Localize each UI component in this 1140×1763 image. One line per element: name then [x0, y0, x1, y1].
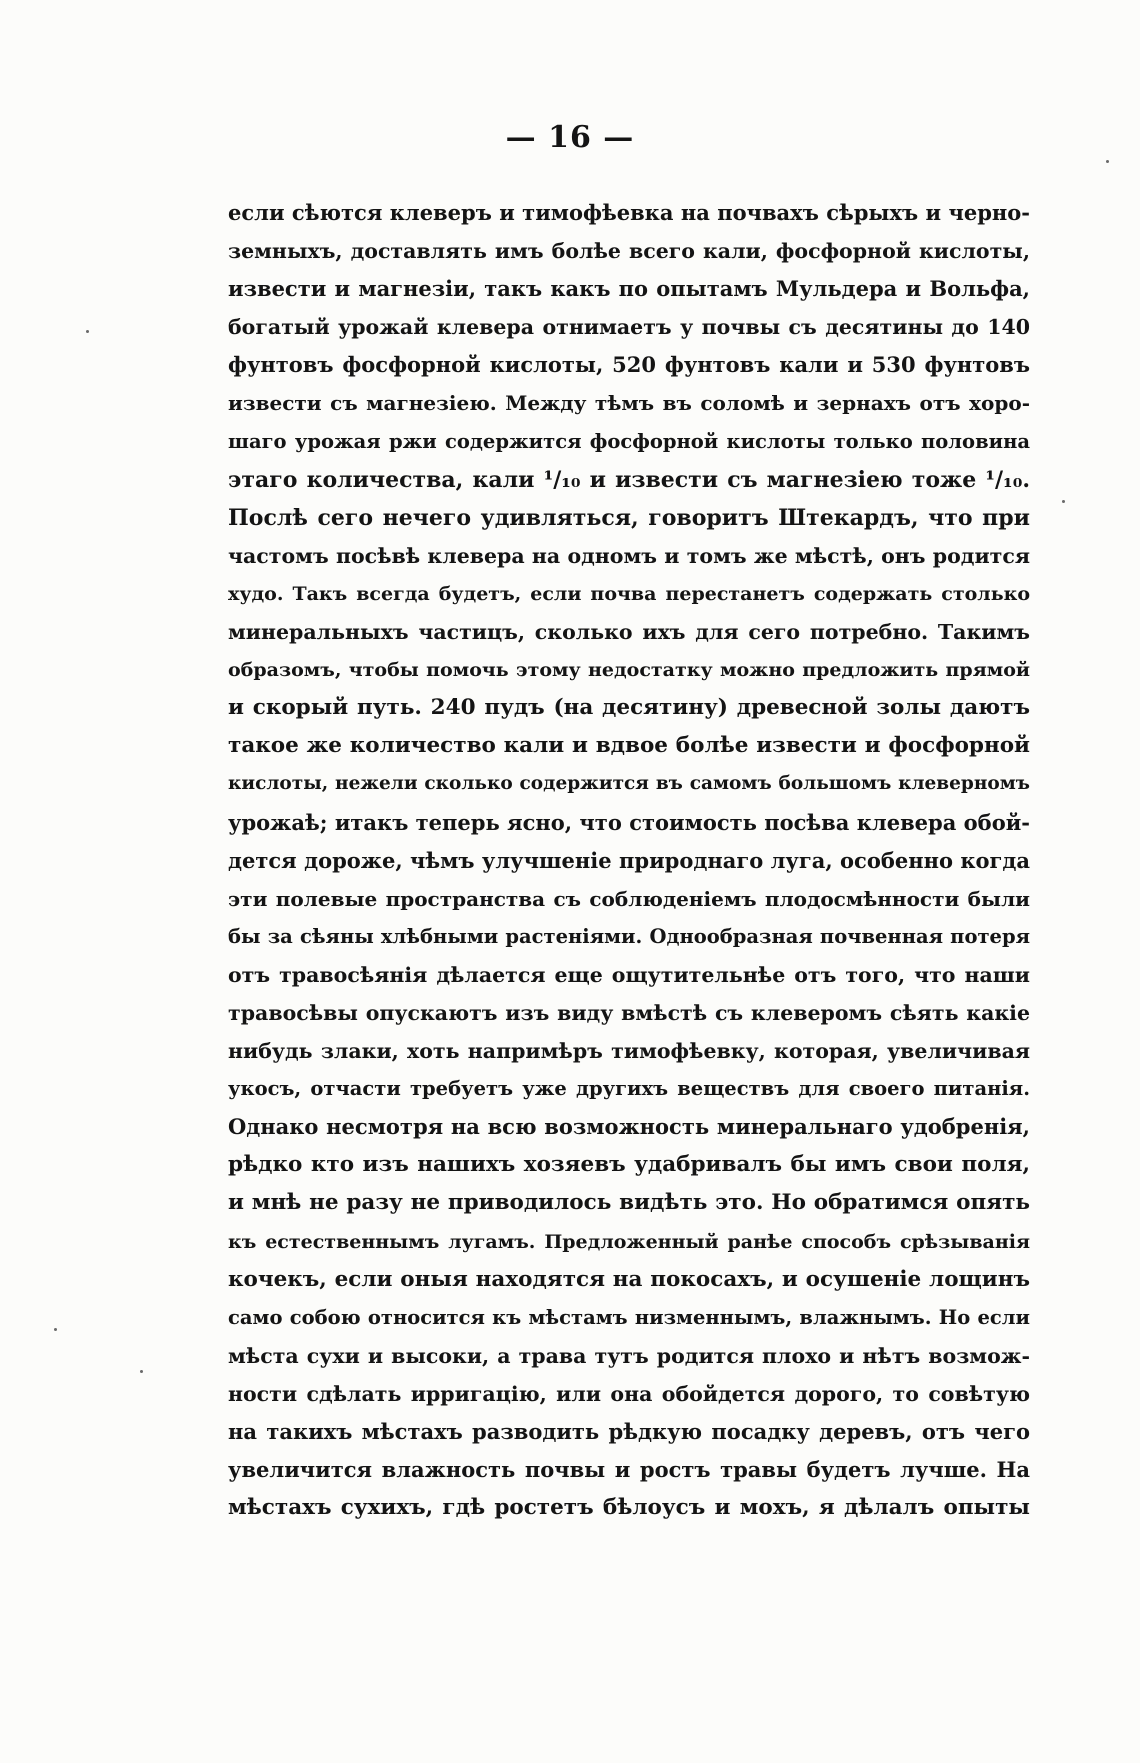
text-line: ности сдѣлать ирригацію, или она обойдется дорого, то совѣтую	[228, 1381, 1030, 1406]
text-line: дется дороже, чѣмъ улучшеніе природнаго луга, особенно когда	[228, 847, 1030, 873]
text-line: на такихъ мѣстахъ разводить рѣдкую посадку деревъ, отъ чего	[228, 1419, 1030, 1444]
text-line: урожаѣ; итакъ теперь ясно, что стоимость посѣва клевера обой-	[228, 809, 1030, 835]
text-line: худо. Такъ всегда будетъ, если почва перестанетъ содержать столько	[228, 582, 1030, 605]
scan-speck	[140, 1370, 143, 1373]
text-line: кочекъ, если оныя находятся на покосахъ, и осушеніе лощинъ	[228, 1266, 1030, 1292]
text-line: нибудь злаки, хоть напримѣръ тимофѣевку, которая, увеличивая	[228, 1039, 1030, 1064]
text-line: укосъ, отчасти требуетъ уже другихъ веществъ для своего питанія.	[228, 1077, 1030, 1101]
text-line: Однако несмотря на всю возможность минеральнаго удобренія,	[228, 1114, 1030, 1140]
page-number: — 16 —	[505, 120, 635, 155]
text-line: мѣстахъ сухихъ, гдѣ ростетъ бѣлоусъ и мохъ, я дѣлалъ опыты	[228, 1495, 1030, 1521]
text-line: къ естественнымъ лугамъ. Предложенный ранѣе способъ срѣзыванія	[228, 1230, 1030, 1253]
text-line: шаго урожая ржи содержится фосфорной кислоты только половина	[228, 429, 1030, 453]
text-line: фунтовъ фосфорной кислоты, 520 фунтовъ кали и 530 фунтовъ	[228, 352, 1030, 378]
text-line: извести и магнезіи, такъ какъ по опытамъ Мульдера и Вольфа,	[228, 276, 1030, 302]
text-line: извести съ магнезіею. Между тѣмъ въ соломѣ и зернахъ отъ хоро-	[228, 391, 1030, 416]
text-line: образомъ, чтобы помочь этому недостатку можно предложить прямой	[228, 659, 1030, 682]
text-line: отъ травосѣянія дѣлается еще ощутительнѣе отъ того, что наши	[228, 962, 1030, 987]
text-line: увеличится влажность почвы и ростъ травы будетъ лучше. На	[228, 1457, 1030, 1483]
text-line: такое же количество кали и вдвое болѣе извести и фосфорной	[228, 733, 1030, 759]
text-line: богатый урожай клевера отнимаетъ у почвы съ десятины до 140	[228, 315, 1030, 340]
scan-speck	[86, 330, 89, 333]
text-line: если сѣются клеверъ и тимофѣевка на почвахъ сѣрыхъ и черно-	[228, 200, 1030, 225]
text-line: Послѣ сего нечего удивляться, говоритъ Штекардъ, что при	[228, 504, 1030, 531]
text-line: и мнѣ не разу не приводилось видѣть это. Но обратимся опять	[228, 1190, 1030, 1216]
scan-speck	[1106, 160, 1109, 163]
text-line: травосѣвы опускаютъ изъ виду вмѣстѣ съ клеверомъ сѣять какіе	[228, 1000, 1030, 1025]
scan-speck	[1062, 500, 1065, 503]
text-line: частомъ посѣвѣ клевера на одномъ и томъ же мѣстѣ, онъ родится	[228, 543, 1030, 568]
text-line: этаго количества, кали ¹/₁₀ и извести съ магнезіею тоже ¹/₁₀.	[228, 466, 1030, 493]
text-line: и скорый путь. 240 пудъ (на десятину) древесной золы даютъ	[228, 695, 1030, 721]
text-line: эти полевые пространства съ соблюденіемъ плодосмѣнности были	[228, 886, 1030, 911]
text-line: бы за сѣяны хлѣбными растеніями. Однообразная почвенная потеря	[228, 924, 1030, 948]
scan-speck	[54, 1328, 57, 1331]
text-line: земныхъ, доставлять имъ болѣе всего кали, фосфорной кислоты,	[228, 239, 1030, 264]
text-line: минеральныхъ частицъ, сколько ихъ для сего потребно. Такимъ	[228, 620, 1030, 645]
body-text	[228, 194, 1030, 1527]
text-line: мѣста сухи и высоки, а трава тутъ родится плохо и нѣтъ возмож-	[228, 1343, 1030, 1368]
text-line: само собою относится къ мѣстамъ низменнымъ, влажнымъ. Но если	[228, 1305, 1030, 1329]
text-line: кислоты, нежели сколько содержится въ самомъ большомъ клеверномъ	[228, 773, 1030, 795]
text-line: рѣдко кто изъ нашихъ хозяевъ удабривалъ бы имъ свои поля,	[228, 1152, 1030, 1178]
